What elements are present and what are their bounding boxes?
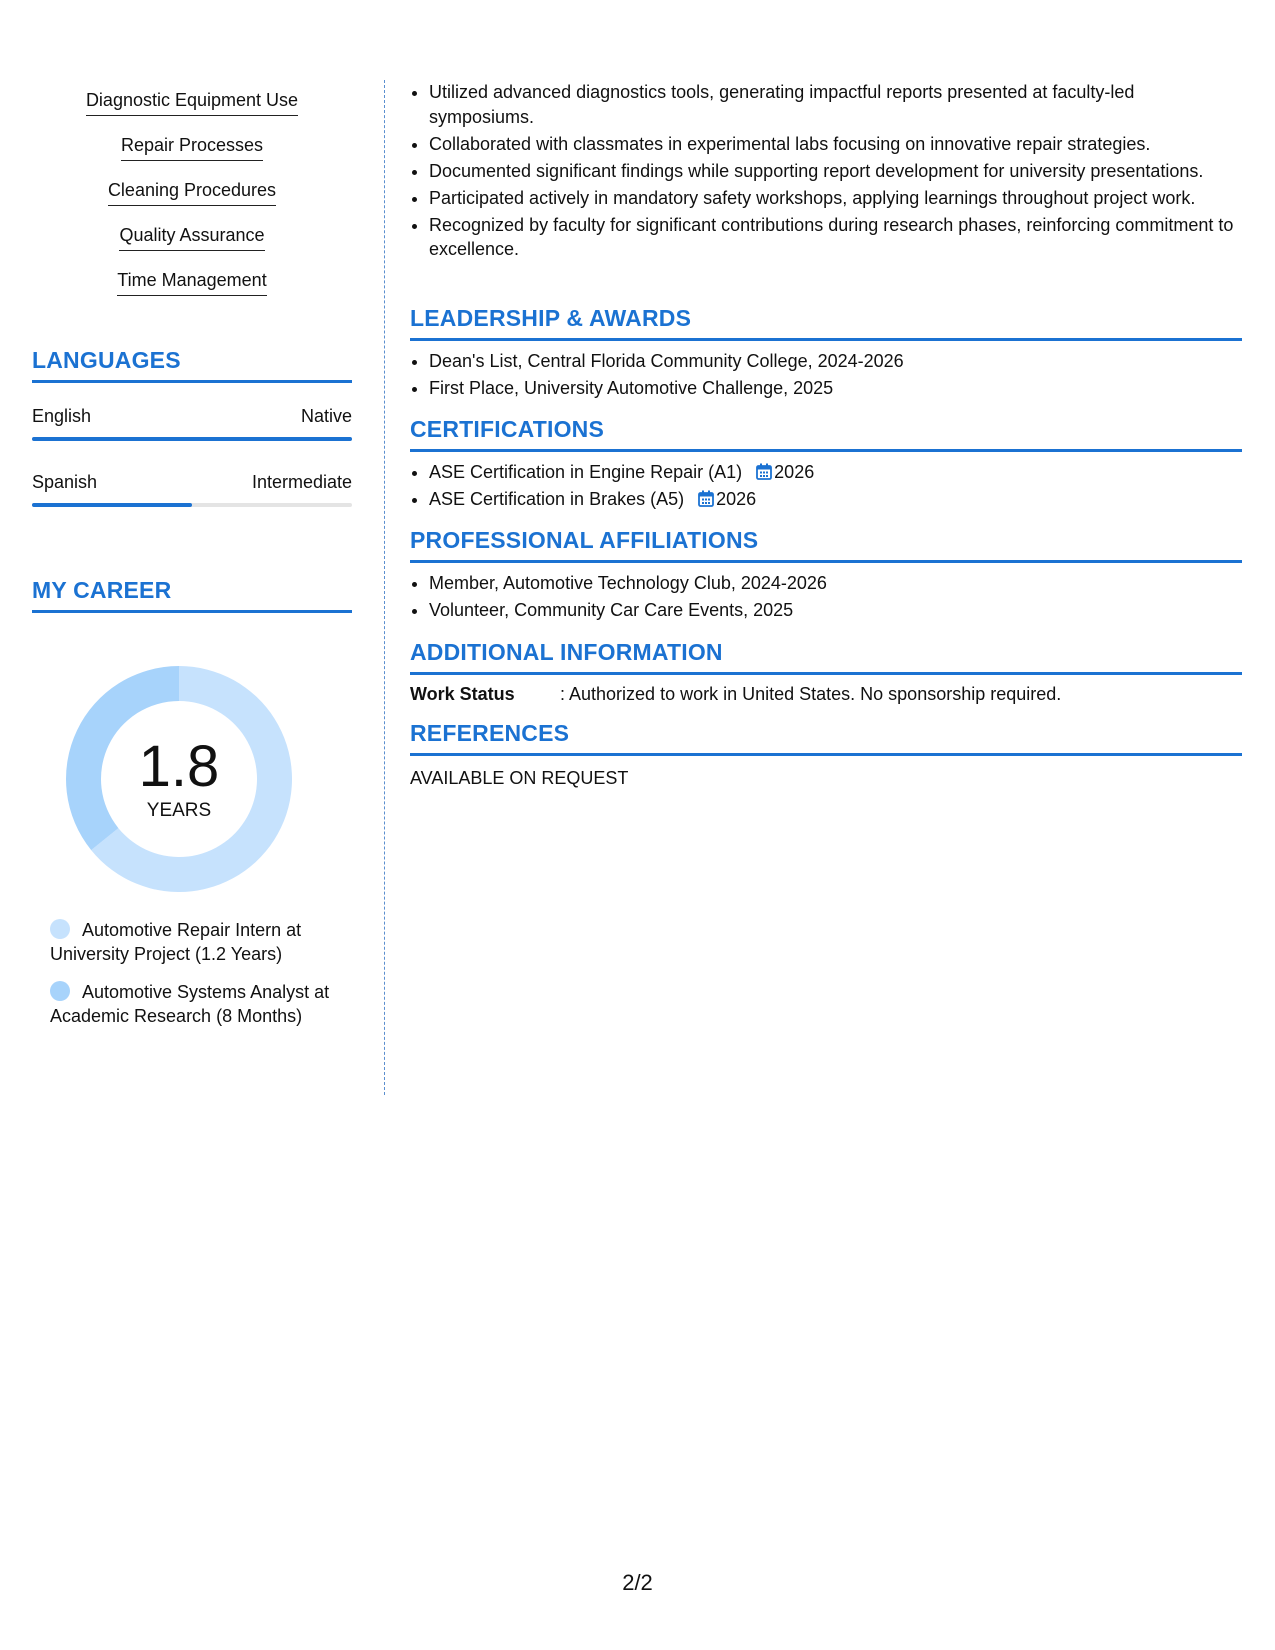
skill-item: Quality Assurance [119, 223, 264, 251]
work-status-label: Work Status [410, 684, 515, 704]
skill-item: Cleaning Procedures [108, 178, 276, 206]
career-total-unit: YEARS [146, 800, 212, 821]
skills-list [32, 88, 352, 313]
experience-bullets [410, 80, 1242, 264]
certification-name: ASE Certification in Engine Repair (A1) [429, 462, 743, 482]
additional-info-heading: ADDITIONAL INFORMATION [410, 638, 1242, 675]
languages-section [32, 346, 352, 383]
language-proficiency-bar [32, 503, 352, 507]
additional-info-section [410, 638, 1242, 706]
bullet-item: • Dean's List, Central Florida Community College, 2024-2026 [429, 349, 1242, 374]
bullet-item: • Utilized advanced diagnostics tools, generating impactful reports presented at faculty-led symposiums. [429, 80, 1242, 129]
career-legend-item [50, 980, 340, 1028]
career-heading: MY CAREER [32, 576, 352, 613]
certification-item [429, 460, 1242, 485]
legend-label: Automotive Repair Intern at University Project (1.2 Years) [50, 920, 302, 964]
languages-heading: LANGUAGES [32, 346, 352, 383]
career-total-years: 1.8 [138, 734, 220, 799]
affiliations-section [410, 526, 1242, 625]
bullet-item: • Documented significant findings while supporting report development for university presentations. [429, 159, 1242, 184]
skill-item: Repair Processes [121, 133, 263, 161]
language-item [32, 404, 352, 441]
page-number: 2/2 [622, 1570, 653, 1595]
calendar-icon [756, 463, 772, 480]
bullet-item: • Volunteer, Community Car Care Events, 2025 [429, 598, 1242, 623]
references-heading: REFERENCES [410, 719, 1242, 756]
legend-dot [50, 919, 70, 939]
language-level: Intermediate [251, 472, 352, 492]
calendar-icon [698, 490, 714, 507]
bullet-item: • Collaborated with classmates in experimental labs focusing on innovative repair strategies. [429, 132, 1242, 157]
leadership-heading: LEADERSHIP & AWARDS [410, 304, 1242, 341]
career-section [32, 576, 352, 613]
affiliations-heading: PROFESSIONAL AFFILIATIONS [410, 526, 1242, 563]
certification-year: 2026 [774, 462, 815, 482]
certification-name: ASE Certification in Brakes (A5) [429, 489, 685, 509]
language-item [32, 470, 352, 507]
bullet-item: • Member, Automotive Technology Club, 2024-2026 [429, 571, 1242, 596]
certification-item [429, 487, 1242, 512]
column-divider [384, 80, 385, 1095]
career-donut-chart [65, 665, 293, 893]
references-text: AVAILABLE ON REQUEST [410, 768, 629, 788]
skill-item: Diagnostic Equipment Use [86, 88, 298, 116]
certification-year: 2026 [716, 489, 757, 509]
language-proficiency-fill [32, 503, 192, 507]
language-name: Spanish [32, 472, 98, 492]
work-status-value: : Authorized to work in United States. No sponsorship required. [560, 684, 1062, 704]
language-level: Native [300, 406, 352, 426]
bullet-item: • First Place, University Automotive Challenge, 2025 [429, 376, 1242, 401]
bullet-item: • Recognized by faculty for significant contributions during research phases, reinforcing commitment to excellence. [429, 213, 1242, 262]
language-name: English [32, 406, 92, 426]
leadership-section [410, 304, 1242, 403]
career-legend-item [50, 918, 340, 966]
legend-dot [50, 981, 70, 1001]
language-proficiency-bar [32, 437, 352, 441]
skill-item: Time Management [117, 268, 266, 296]
language-proficiency-fill [32, 437, 352, 441]
legend-label: Automotive Systems Analyst at Academic Research (8 Months) [50, 982, 330, 1026]
certifications-section [410, 415, 1242, 514]
bullet-item: • Participated actively in mandatory safety workshops, applying learnings throughout project work. [429, 186, 1242, 211]
references-section [410, 719, 1242, 790]
certifications-heading: CERTIFICATIONS [410, 415, 1242, 452]
